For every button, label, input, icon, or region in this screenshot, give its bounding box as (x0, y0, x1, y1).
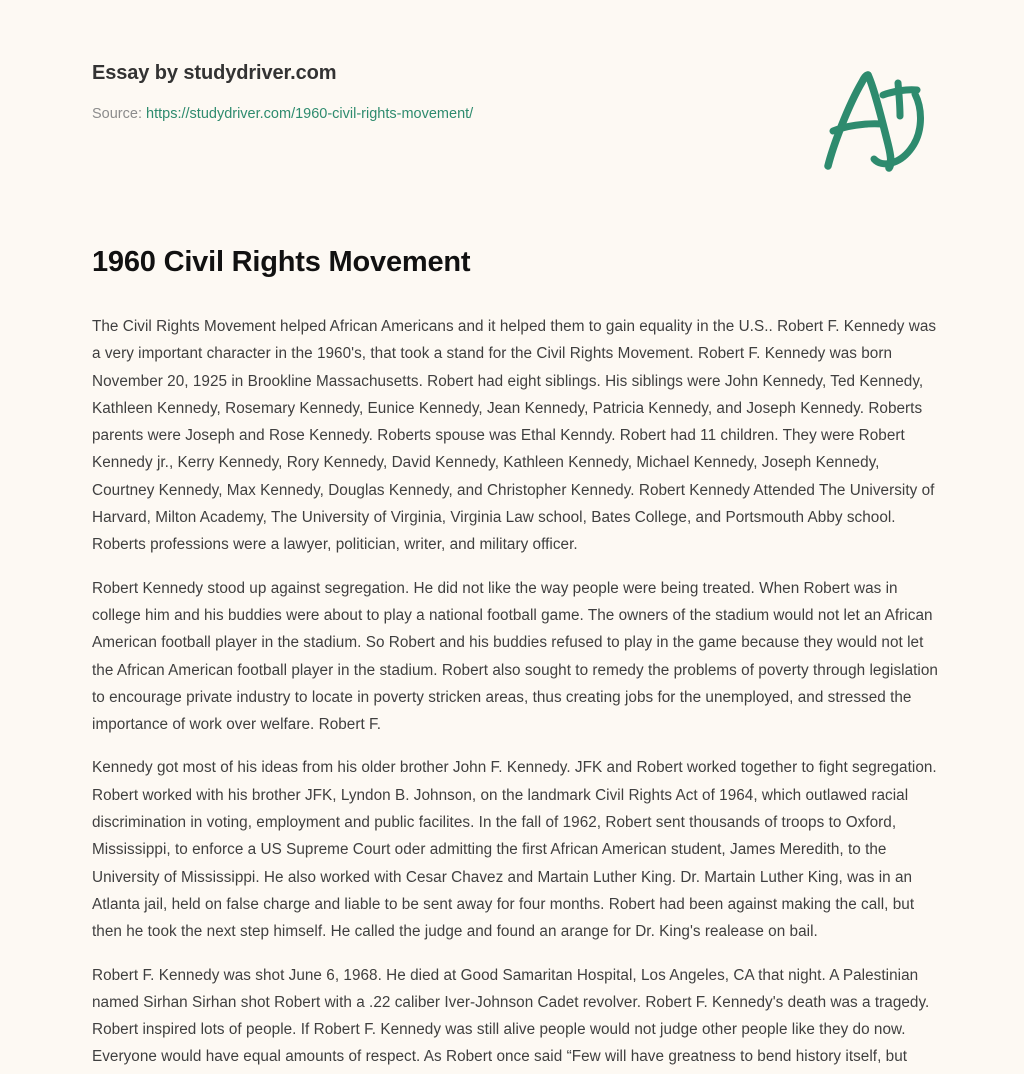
source-label: Source: (92, 106, 142, 122)
article-paragraph: Kennedy got most of his ideas from his older brother John F. Kennedy. JFK and Robert worked together to fight segregation. Robert worked with his brother JFK, Lyndon B. Johnson, on the landmark Civil Rights Act of 1964, which outlawed racial discrimination in voting, employment and public facilites. In the fall of 1962, Robert sent thousands of troops to Oxford, Mississippi, to enforce a US Supreme Court oder admitting the first African American student, James Meredith, to the University of Mississippi. He also worked with Cesar Chavez and Martain Luther King. Dr. Martain Luther King, was in an Atlanta jail, held on false charge and liable to be sent away for four months. Robert had been against making the call, but then he took the next step himself. He called the judge and found an arange for Dr. King's realease on bail. (92, 759, 937, 941)
source-url-link[interactable]: https://studydriver.com/1960-civil-rights-movement/ (146, 106, 474, 122)
a-plus-logo-icon (806, 58, 936, 180)
article-paragraph: Robert Kennedy stood up against segregation. He did not like the way people were being treated. When Robert was in college him and his buddies were about to play a national football game. The owners of the stadium would not let an African American football player in the stadium. So Robert and his buddies refused to play in the game because they would not let the African American football player in the stadium. Robert also sought to remedy the problems of poverty through legislation to encourage private industry to locate in poverty stricken areas, thus creating jobs for the unemployed, and stressed the importance of work over welfare. Robert F. (92, 579, 938, 734)
essay-byline: Essay by studydriver.com (92, 62, 337, 84)
page-title: 1960 Civil Rights Movement (92, 246, 471, 278)
article-paragraph: Robert F. Kennedy was shot June 6, 1968. He died at Good Samaritan Hospital, Los Angeles, CA that night. A Palestinian named Sirhan Sirhan shot Robert with a .22 caliber Iver-Johnson Cadet revolver. Robert F. Kennedy's death was a tragedy. Robert inspired lots of people. If Robert F. Kennedy was still alive people would not judge other people like they do now. Everyone would have equal amounts of respect. As Robert once said “Few will have greatness to bend history itself, but (92, 966, 930, 1066)
a-plus-logo-svg (806, 58, 936, 180)
article-body (92, 313, 944, 1073)
article-paragraph: The Civil Rights Movement helped African Americans and it helped them to gain equality in the U.S.. Robert F. Kennedy was a very important character in the 1960's, that took a stand for the Civil Rights Movement. Robert F. Kennedy was born November 20, 1925 in Brookline Massachusetts. Robert had eight siblings. His siblings were John Kennedy, Ted Kennedy, Kathleen Kennedy, Rosemary Kennedy, Eunice Kennedy, Jean Kennedy, Patricia Kennedy, and Joseph Kennedy. Roberts parents were Joseph and Rose Kennedy. Roberts spouse was Ethal Kenndy. Robert had 11 children. They were Robert Kennedy jr., Kerry Kennedy, Rory Kennedy, David Kennedy, Kathleen Kennedy, Michael Kennedy, Joseph Kennedy, Courtney Kennedy, Max Kennedy, Douglas Kennedy, and Christopher Kennedy. Robert Kennedy Attended The University of Harvard, Milton Academy, The University of Virginia, Virginia Law school, Bates College, and Portsmouth Abby school. Roberts professions were a lawyer, politician, writer, and military officer. (92, 318, 937, 554)
